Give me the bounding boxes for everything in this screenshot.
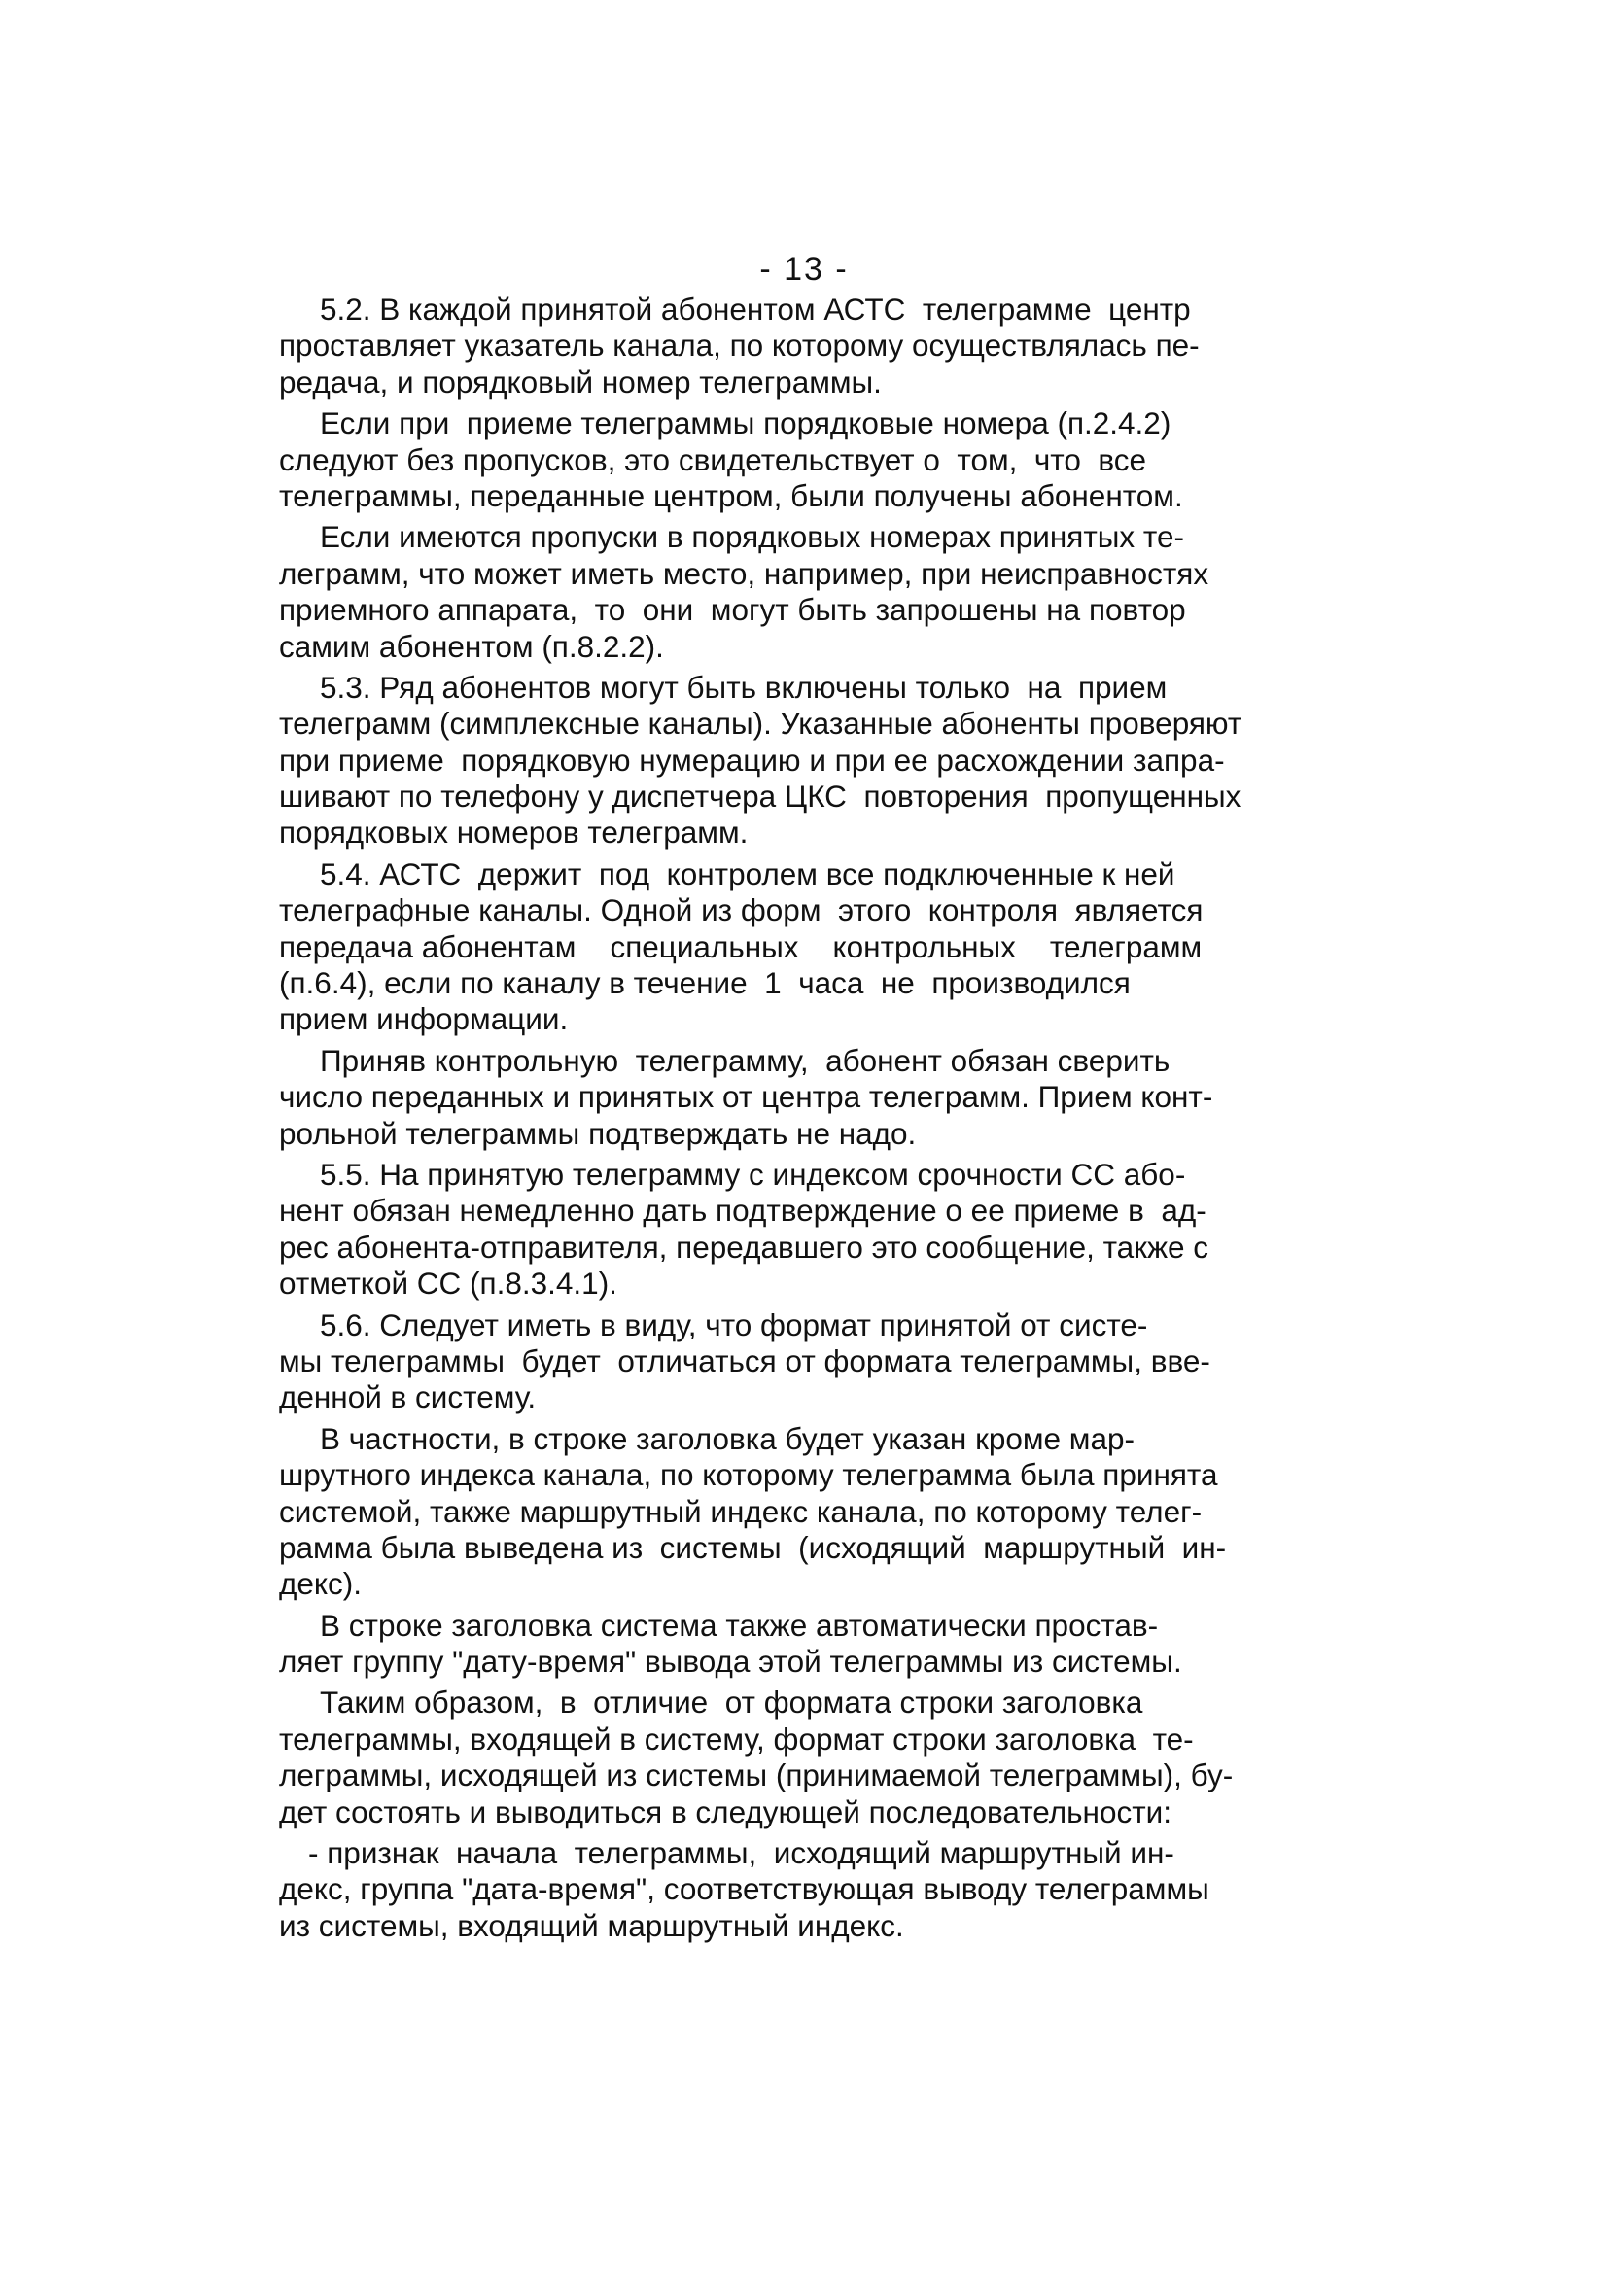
page-number: - 13 - [759, 251, 849, 288]
text-line: Если имеются пропуски в порядковых номерах принятых те- [320, 519, 1184, 555]
text-line: леграммы, исходящей из системы (принимаемой телеграммы), бу- [279, 1757, 1234, 1793]
text-line: 5.2. В каждой принятой абонентом АСТС телеграмме центр [320, 292, 1191, 327]
text-line: декс, группа "дата-время", соответствующая выводу телеграммы [279, 1871, 1209, 1907]
text-line: порядковых номеров телеграмм. [279, 815, 749, 851]
text-line: 5.6. Следует иметь в виду, что формат принятой от систе- [320, 1306, 1148, 1342]
text-line: при приеме порядковую нумерацию и при ее расхождении запра- [279, 742, 1225, 778]
text-line: из системы, входящий маршрутный индекс. [279, 1907, 904, 1943]
text-line: (п.6.4), если по каналу в течение 1 часа не производился [279, 965, 1131, 1001]
text-line: 5.5. На принятую телеграмму с индексом срочности СС або- [320, 1156, 1186, 1192]
text-line: следуют без пропусков, это свидетельствует о том, что все [279, 441, 1147, 477]
text-line: самим абонентом (п.8.2.2). [279, 628, 664, 664]
text-line: телеграфные каналы. Одной из форм этого контроля является [279, 892, 1204, 928]
text-line: шивают по телефону у диспетчера ЦКС повторения пропущенных [279, 779, 1241, 815]
text-line: рамма была выведена из системы (исходящий маршрутный ин- [279, 1529, 1227, 1565]
text-line: - признак начала телеграммы, исходящий маршрутный ин- [308, 1835, 1174, 1871]
text-line: число переданных и принятых от центра телеграмм. Прием конт- [279, 1079, 1213, 1115]
text-line: нент обязан немедленно дать подтверждение о ее приеме в ад- [279, 1193, 1206, 1229]
text-line: телеграмм (симплексные каналы). Указанные абоненты проверяют [279, 706, 1242, 742]
text-line: шрутного индекса канала, по которому телеграмма была принята [279, 1457, 1218, 1493]
text-line: мы телеграммы будет отличаться от формата телеграммы, вве- [279, 1342, 1210, 1378]
text-line: Таким образом, в отличие от формата строки заголовка [320, 1685, 1143, 1721]
text-line: денной в систему. [279, 1379, 537, 1415]
text-line: ляет группу "дату-время" вывода этой телеграммы из системы. [279, 1644, 1182, 1680]
text-line: декс). [279, 1566, 363, 1602]
text-line: рес абонента-отправителя, передавшего это сообщение, также с [279, 1229, 1209, 1265]
text-line: рольной телеграммы подтверждать не надо. [279, 1115, 917, 1151]
text-line: передача абонентам специальных контрольных телеграмм [279, 928, 1203, 964]
text-line: 5.4. АСТС держит под контролем все подключенные к ней [320, 855, 1175, 891]
text-line: дет состоять и выводиться в следующей последовательности: [279, 1793, 1171, 1829]
text-line: проставляет указатель канала, по которому осуществлялась пе- [279, 328, 1200, 364]
text-line: телеграммы, входящей в систему, формат строки заголовка те- [279, 1721, 1194, 1757]
text-line: Приняв контрольную телеграмму, абонент обязан сверить [320, 1042, 1171, 1078]
text-line: Если при приеме телеграммы порядковые номера (п.2.4.2) [320, 405, 1171, 441]
document-body [279, 292, 1358, 1944]
text-line: прием информации. [279, 1001, 569, 1037]
text-line: В частности, в строке заголовка будет указан кроме мар- [320, 1420, 1135, 1456]
text-line: 5.3. Ряд абонентов могут быть включены только на прием [320, 669, 1168, 705]
text-line: системой, также маршрутный индекс канала, по которому телег- [279, 1493, 1203, 1529]
text-line: телеграммы, переданные центром, были получены абонентом. [279, 477, 1183, 513]
text-line: леграмм, что может иметь место, например, при неисправностях [279, 555, 1209, 591]
text-line: приемного аппарата, то они могут быть запрошены на повтор [279, 592, 1186, 628]
text-line: редача, и порядковый номер телеграммы. [279, 364, 882, 400]
text-line: В строке заголовка система также автоматически простав- [320, 1607, 1159, 1643]
text-line: отметкой СС (п.8.3.4.1). [279, 1266, 617, 1302]
